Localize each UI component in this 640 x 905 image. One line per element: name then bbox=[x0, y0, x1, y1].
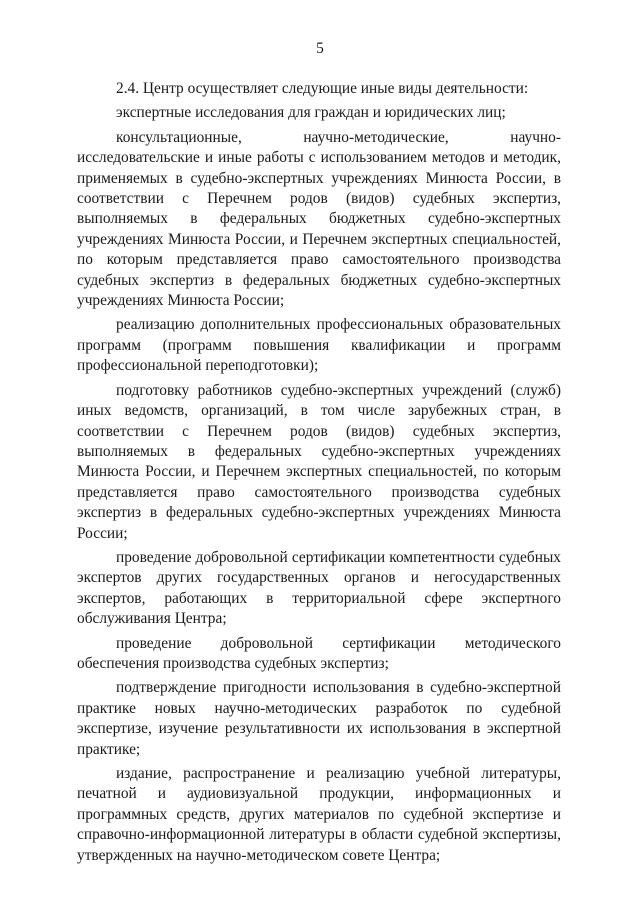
paragraph-staff-training: подготовку работников судебно-экспертных учреждений (служб) иных ведомств, организаций, в том числе зарубежных стран, в соответствии с Перечнем родов (видов) судебных экспертиз, выполняемых в федеральных судебно-экспертных учреждениях Минюста России, и Перечнем экспертных специальностей, по которым представляется право самостоятельного производства судебных экспертиз в федеральных судебно-экспертных учреждениях Минюста России; bbox=[77, 381, 561, 542]
paragraph-expert-certification: проведение добровольной сертификации компетентности судебных экспертов других государственных органов и негосударственных экспертов, работающих в территориальной сфере экспертного обслуживания Центра; bbox=[77, 548, 561, 628]
paragraph-method-validation: подтверждение пригодности использования в судебно-экспертной практике новых научно-методических разработок по судебной экспертизе, изучение результативности их использования в экспертной практике; bbox=[77, 679, 561, 758]
paragraph-education-programs: реализацию дополнительных профессиональных образовательных программ (программ повышения квалификации и программ профессиональной переподготовки); bbox=[77, 316, 561, 375]
paragraph-publishing: издание, распространение и реализацию учебной литературы, печатной и аудиовизуальной продукции, информационных и программных средств, других материалов по судебной экспертизе и справочно-информационной литературы в области судебной экспертизы, утвержденных на научно-методическом совете Центра; bbox=[77, 765, 561, 864]
paragraph-method-certification: проведение добровольной сертификации методического обеспечения производства судебных экспертиз; bbox=[77, 634, 561, 672]
document-body bbox=[77, 79, 561, 870]
page-number: 5 bbox=[316, 40, 324, 57]
paragraph-expert-research: экспертные исследования для граждан и юридических лиц; bbox=[116, 104, 506, 122]
paragraph-section-2-4: 2.4. Центр осуществляет следующие иные виды деятельности: bbox=[116, 80, 529, 97]
paragraph-consulting-works: консультационные, научно-методические, научно-исследовательские и иные работы с использованием методов и методик, применяемых в судебно-экспертных учреждениях Минюста России, в соответствии с Перечнем родов (видов) судебных экспертиз, выполняемых в федеральных бюджетных судебно-экспертных учреждениях Минюста России, и Перечнем экспертных специальностей, по которым представляется право самостоятельного производства судебных экспертиз в федеральных бюджетных судебно-экспертных учреждениях Минюста России; bbox=[77, 128, 561, 310]
